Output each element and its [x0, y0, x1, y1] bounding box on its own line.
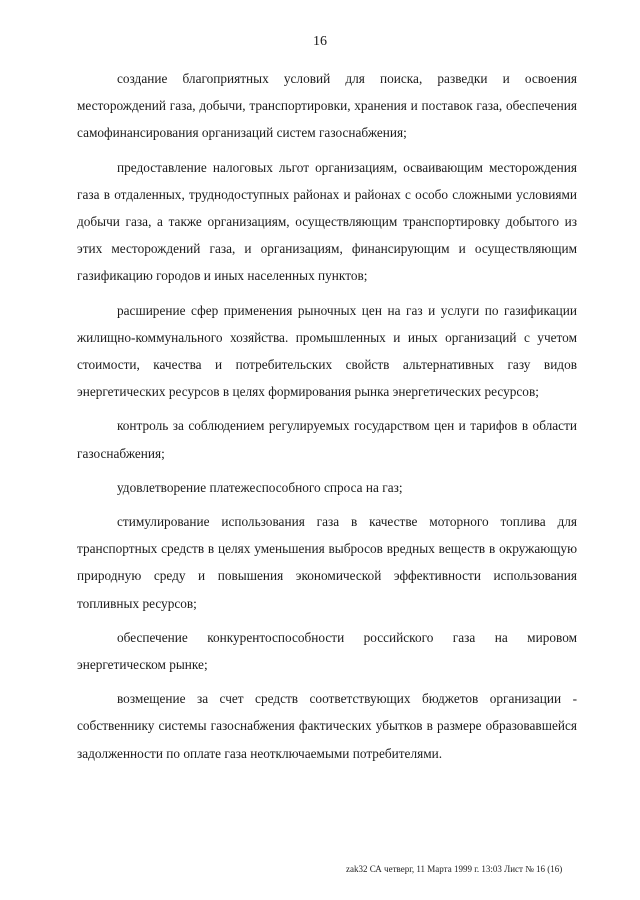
- paragraph-8: возмещение за счет средств соответствующих бюджетов организации - собственнику системы газоснабжения фактических убытков в размере образовавшейся задолженности по оплате газа неотключаемыми потребителями.: [77, 691, 577, 761]
- paragraph-6: стимулирование использования газа в качестве моторного топлива для транспортных средств в целях уменьшения выбросов вредных веществ в окружающую природную среду и повышения экономической эффективности использования топливных ресурсов;: [77, 514, 577, 611]
- page-number: 16: [313, 34, 327, 49]
- paragraph-3: расширение сфер применения рыночных цен на газ и услуги по газификации жилищно-коммунального хозяйства. промышленных и иных организаций с учетом стоимости, качества и потребительских свойств альтернативных газу видов энергетических ресурсов в целях формирования рынка энергетических ресурсов;: [77, 302, 577, 400]
- paragraph-1: создание благоприятных условий для поиска, разведки и освоения месторождений газа, добычи, транспортировки, хранения и поставок газа, обеспечения самофинансирования организаций систем газоснабжения;: [77, 71, 577, 141]
- paragraph-4: контроль за соблюдением регулируемых государством цен и тарифов в области газоснабжения;: [77, 418, 577, 461]
- document-body: [77, 65, 577, 774]
- paragraph-5: удовлетворение платежеспособного спроса на газ;: [117, 479, 403, 495]
- document-footer: zak32 СА четверг, 11 Марта 1999 г. 13:03 Лист № 16 (16): [346, 864, 563, 874]
- paragraph-7: обеспечение конкурентоспособности российского газа на мировом энергетическом рынке;: [77, 629, 577, 673]
- paragraph-2: предоставление налоговых льгот организациям, осваивающим месторождения газа в отдаленных, труднодоступных районах и районах с особо сложными условиями добычи газа, а также организациям, осуществляющим транспортировку добытого из этих месторождений газа, и организациям, финансирующим и осуществляющим газификацию городов и иных населенных пунктов;: [77, 159, 577, 284]
